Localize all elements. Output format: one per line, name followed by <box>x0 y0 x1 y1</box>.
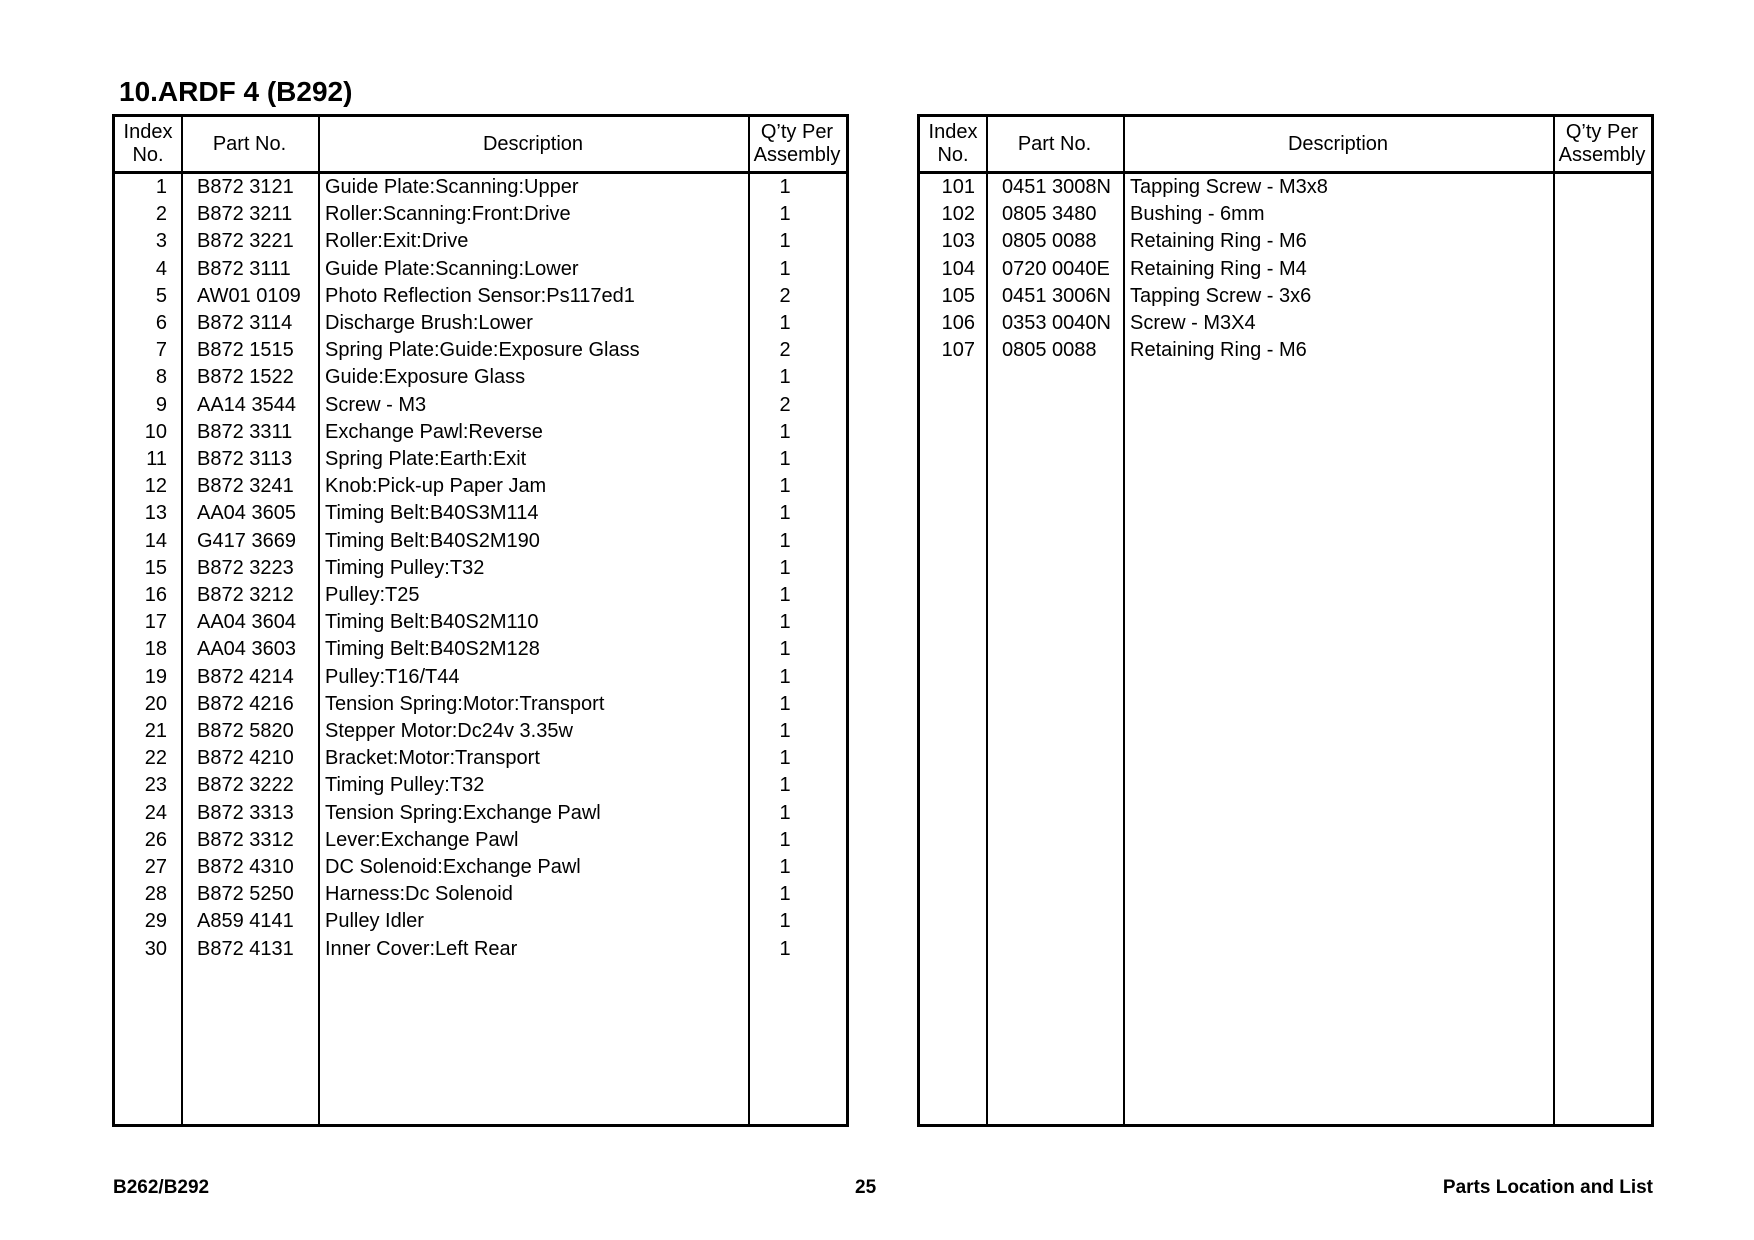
row-index: 4 <box>155 257 167 280</box>
row-description: Guide Plate:Scanning:Lower <box>325 257 579 280</box>
row-index: 26 <box>144 828 167 851</box>
row-index: 3 <box>155 230 167 253</box>
row-description: Tension Spring:Motor:Transport <box>325 692 605 715</box>
row-qty: 1 <box>779 937 791 960</box>
row-index: 104 <box>941 257 975 280</box>
row-index: 30 <box>144 937 167 960</box>
row-description: Timing Belt:B40S2M190 <box>325 529 540 552</box>
row-index: 107 <box>941 339 975 362</box>
table-row <box>920 174 1651 201</box>
table-row <box>115 337 846 364</box>
row-index: 18 <box>144 638 167 661</box>
row-description: Roller:Scanning:Front:Drive <box>325 203 571 226</box>
row-part-no: B872 5250 <box>197 883 294 906</box>
row-part-no: 0805 0088 <box>1002 339 1097 362</box>
table-row <box>920 256 1651 283</box>
row-qty: 1 <box>779 828 791 851</box>
row-description: Screw - M3X4 <box>1130 312 1256 334</box>
row-description: Timing Pulley:T32 <box>325 774 485 797</box>
table-row <box>115 555 846 582</box>
table-row <box>115 881 846 908</box>
row-index: 103 <box>941 230 975 253</box>
row-part-no: 0805 0088 <box>1002 230 1097 253</box>
row-part-no: 0451 3008N <box>1002 176 1111 198</box>
row-index: 7 <box>155 339 167 362</box>
table-row <box>115 718 846 745</box>
row-description: Exchange Pawl:Reverse <box>325 420 543 443</box>
table-row <box>920 337 1651 364</box>
row-qty: 1 <box>779 366 791 389</box>
table-header <box>115 117 846 174</box>
row-part-no: B872 3313 <box>197 801 294 824</box>
page-title: 10.ARDF 4 (B292) <box>119 76 353 107</box>
row-description: Retaining Ring - M6 <box>1130 230 1307 253</box>
table-row <box>920 283 1651 310</box>
table-row <box>920 201 1651 228</box>
table-row <box>115 310 846 337</box>
row-index: 21 <box>144 720 167 742</box>
row-part-no: B872 3312 <box>197 828 294 851</box>
row-qty: 1 <box>779 774 791 797</box>
row-index: 6 <box>155 312 167 334</box>
row-qty: 1 <box>779 801 791 824</box>
table-row <box>115 473 846 500</box>
table-row <box>115 609 846 636</box>
row-description: Inner Cover:Left Rear <box>325 937 518 960</box>
row-part-no: 0353 0040N <box>1002 312 1111 334</box>
row-part-no: 0720 0040E <box>1002 257 1110 280</box>
row-part-no: B872 3221 <box>197 230 294 253</box>
row-part-no: 0805 3480 <box>1002 203 1097 226</box>
row-index: 12 <box>144 475 167 498</box>
header-index: Index No. <box>928 121 978 166</box>
row-part-no: B872 3121 <box>197 176 294 198</box>
table-row <box>115 772 846 799</box>
row-part-no: B872 3111 <box>197 257 291 280</box>
row-qty: 1 <box>779 203 791 226</box>
row-part-no: B872 4216 <box>197 692 294 715</box>
row-part-no: AA04 3603 <box>197 638 296 661</box>
row-index: 27 <box>144 856 167 878</box>
row-qty: 1 <box>779 230 791 253</box>
row-part-no: B872 3212 <box>197 584 294 606</box>
row-part-no: B872 4210 <box>197 747 294 770</box>
row-index: 9 <box>155 393 167 416</box>
row-qty: 1 <box>779 638 791 661</box>
row-index: 16 <box>144 584 167 606</box>
row-qty: 1 <box>779 692 791 715</box>
parts-table-right <box>917 114 1654 1127</box>
row-part-no: B872 4214 <box>197 665 294 688</box>
row-qty: 1 <box>779 529 791 552</box>
row-index: 24 <box>144 801 167 824</box>
row-part-no: B872 1515 <box>197 339 294 362</box>
row-index: 1 <box>155 176 167 198</box>
row-qty: 1 <box>779 856 791 878</box>
row-description: Discharge Brush:Lower <box>325 312 533 334</box>
table-row <box>115 392 846 419</box>
row-description: Retaining Ring - M6 <box>1130 339 1307 362</box>
row-qty: 1 <box>779 420 791 443</box>
table-row <box>115 827 846 854</box>
row-part-no: B872 3222 <box>197 774 294 797</box>
row-description: Screw - M3 <box>325 393 427 416</box>
row-qty: 1 <box>779 611 791 634</box>
row-qty: 1 <box>779 584 791 606</box>
table-row <box>115 201 846 228</box>
header-qty: Q’ty Per Assembly <box>753 121 841 166</box>
table-row <box>115 691 846 718</box>
row-qty: 1 <box>779 720 791 742</box>
row-description: Harness:Dc Solenoid <box>325 883 513 906</box>
row-description: Roller:Exit:Drive <box>325 230 469 253</box>
row-part-no: A859 4141 <box>197 910 294 933</box>
row-description: Timing Belt:B40S2M110 <box>325 611 539 634</box>
row-part-no: B872 3311 <box>197 420 293 443</box>
row-description: Photo Reflection Sensor:Ps117ed1 <box>325 284 635 307</box>
row-index: 105 <box>941 284 975 307</box>
row-part-no: B872 3241 <box>197 475 294 498</box>
row-part-no: G417 3669 <box>197 529 296 552</box>
row-part-no: AA04 3604 <box>197 611 296 634</box>
header-description: Description <box>1287 132 1389 155</box>
row-part-no: AW01 0109 <box>197 284 301 307</box>
row-description: Bracket:Motor:Transport <box>325 747 540 770</box>
row-index: 28 <box>144 883 167 906</box>
row-qty: 2 <box>779 339 791 362</box>
row-index: 15 <box>144 556 167 579</box>
table-row <box>115 364 846 391</box>
row-part-no: B872 5820 <box>197 720 294 742</box>
row-index: 17 <box>144 611 167 634</box>
row-description: Timing Pulley:T32 <box>325 556 485 579</box>
row-part-no: 0451 3006N <box>1002 284 1111 307</box>
row-qty: 1 <box>779 883 791 906</box>
row-qty: 1 <box>779 556 791 579</box>
row-index: 20 <box>144 692 167 715</box>
row-index: 106 <box>941 312 975 334</box>
table-row <box>115 636 846 663</box>
header-part-no: Part No. <box>1017 132 1092 155</box>
row-qty: 2 <box>779 284 791 307</box>
row-description: Guide Plate:Scanning:Upper <box>325 176 579 198</box>
header-part-no: Part No. <box>212 132 287 155</box>
row-description: Lever:Exchange Pawl <box>325 828 519 851</box>
table-row <box>115 745 846 772</box>
header-index: Index No. <box>123 121 173 166</box>
table-row <box>115 500 846 527</box>
row-description: Bushing - 6mm <box>1130 203 1265 226</box>
row-part-no: B872 1522 <box>197 366 294 389</box>
row-qty: 1 <box>779 312 791 334</box>
row-description: Pulley:T25 <box>325 584 420 606</box>
row-index: 8 <box>155 366 167 389</box>
table-row <box>115 800 846 827</box>
row-index: 22 <box>144 747 167 770</box>
row-qty: 2 <box>779 393 791 416</box>
row-description: Stepper Motor:Dc24v 3.35w <box>325 720 573 742</box>
row-description: Pulley:T16/T44 <box>325 665 460 688</box>
table-header <box>920 117 1651 174</box>
row-part-no: B872 3211 <box>197 203 293 226</box>
table-row <box>115 283 846 310</box>
row-index: 2 <box>155 203 167 226</box>
row-description: Guide:Exposure Glass <box>325 366 526 389</box>
table-row <box>115 446 846 473</box>
row-description: Knob:Pick-up Paper Jam <box>325 475 547 498</box>
row-qty: 1 <box>779 910 791 933</box>
row-description: Tension Spring:Exchange Pawl <box>325 801 601 824</box>
row-part-no: B872 3113 <box>197 448 293 470</box>
row-description: Tapping Screw - 3x6 <box>1130 284 1312 307</box>
row-qty: 1 <box>779 747 791 770</box>
row-index: 10 <box>144 420 167 443</box>
row-description: Spring Plate:Earth:Exit <box>325 448 527 470</box>
header-qty: Q’ty Per Assembly <box>1558 121 1646 166</box>
table-row <box>115 528 846 555</box>
row-part-no: B872 3114 <box>197 312 293 334</box>
table-row <box>115 664 846 691</box>
table-row <box>115 228 846 255</box>
row-qty: 1 <box>779 475 791 498</box>
table-row <box>920 228 1651 255</box>
table-row <box>920 310 1651 337</box>
row-description: Timing Belt:B40S2M128 <box>325 638 540 661</box>
table-row <box>115 256 846 283</box>
footer-section: Parts Location and List <box>1442 1177 1653 1198</box>
table-row <box>115 854 846 881</box>
footer-model: B262/B292 <box>113 1177 210 1198</box>
row-description: DC Solenoid:Exchange Pawl <box>325 856 581 878</box>
row-index: 13 <box>144 502 167 525</box>
row-part-no: B872 3223 <box>197 556 294 579</box>
row-index: 19 <box>144 665 167 688</box>
row-part-no: AA14 3544 <box>197 393 296 416</box>
row-index: 101 <box>941 176 975 198</box>
row-description: Spring Plate:Guide:Exposure Glass <box>325 339 640 362</box>
row-qty: 1 <box>779 257 791 280</box>
header-description: Description <box>482 132 584 155</box>
row-index: 14 <box>144 529 167 552</box>
row-qty: 1 <box>779 502 791 525</box>
row-description: Timing Belt:B40S3M114 <box>325 502 539 525</box>
footer-page-number: 25 <box>855 1177 877 1198</box>
row-qty: 1 <box>779 176 791 198</box>
table-row <box>115 936 846 963</box>
row-index: 11 <box>146 448 167 470</box>
row-index: 29 <box>144 910 167 933</box>
row-part-no: AA04 3605 <box>197 502 296 525</box>
table-row <box>115 908 846 935</box>
parts-table-left <box>112 114 849 1127</box>
row-description: Pulley Idler <box>325 910 424 933</box>
row-index: 5 <box>155 284 167 307</box>
table-row <box>115 174 846 201</box>
row-index: 102 <box>941 203 975 226</box>
row-qty: 1 <box>779 665 791 688</box>
row-index: 23 <box>144 774 167 797</box>
row-part-no: B872 4310 <box>197 856 294 878</box>
row-description: Retaining Ring - M4 <box>1130 257 1307 280</box>
row-qty: 1 <box>779 448 791 470</box>
table-row <box>115 419 846 446</box>
row-part-no: B872 4131 <box>197 937 294 960</box>
row-description: Tapping Screw - M3x8 <box>1130 176 1328 198</box>
table-row <box>115 582 846 609</box>
